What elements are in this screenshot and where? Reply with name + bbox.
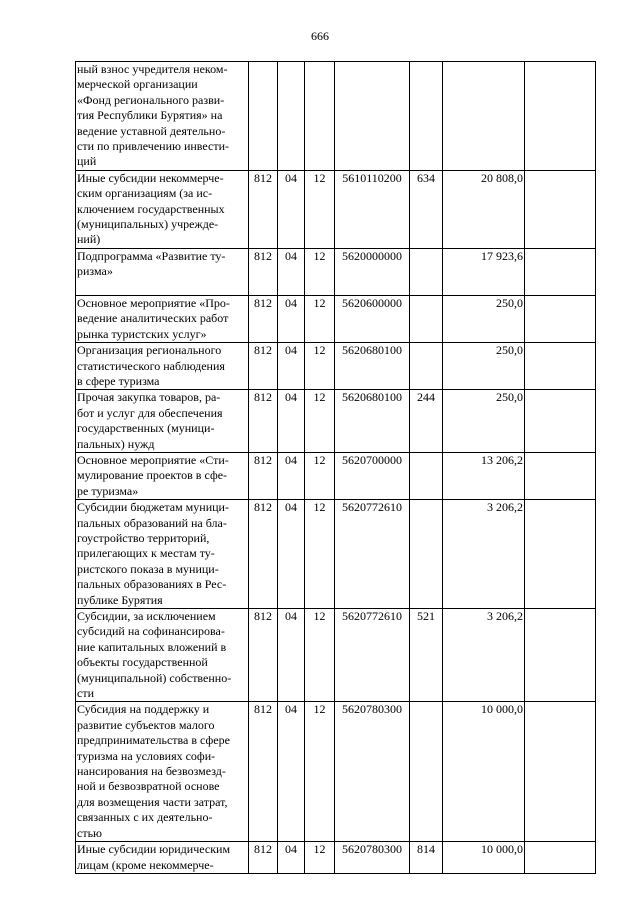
- row-expense-type-cell: [410, 248, 443, 295]
- row-section-cell: 04: [278, 609, 305, 702]
- row-subsection-cell: 12: [305, 343, 335, 390]
- row-expense-type-cell: [410, 295, 443, 342]
- row-name-text: Иные субсидии некоммерче- ским организациям (за ис- ключением государственных (муниципальных) учрежде- ний): [77, 170, 225, 247]
- row-grbs-cell: 812: [249, 295, 278, 342]
- row-name-cell: [76, 702, 249, 842]
- row-name-text: Организация регионального статистического наблюдения в сфере туризма: [77, 343, 225, 388]
- row-grbs-cell: 812: [249, 390, 278, 453]
- row-name-cell: [76, 842, 249, 874]
- row-expense-type-cell: 814: [410, 842, 443, 874]
- row-name-text: Иные субсидии юридическим лицам (кроме некоммерче-: [77, 842, 231, 872]
- page-number: 666: [311, 29, 329, 43]
- row-amount-cell: 3 206,2: [443, 500, 525, 609]
- row-target-article-cell: 5620000000: [335, 248, 410, 295]
- row-grbs-cell: 812: [249, 343, 278, 390]
- row-name-cell: [76, 452, 249, 499]
- row-grbs-cell: 812: [249, 170, 278, 248]
- row-amount-cell: 10 000,0: [443, 842, 525, 874]
- table-row: [76, 452, 596, 499]
- row-section-cell: 04: [278, 295, 305, 342]
- row-target-article-cell: [335, 62, 410, 171]
- row-grbs-cell: [249, 62, 278, 171]
- row-extra-cell: [525, 62, 596, 171]
- row-name-text: ный взнос учредителя неком- мерческой организации «Фонд регионального разви- тия Республики Бурятия» на ведение уставной деятельно- сти по привлечению инвести- ций: [77, 62, 230, 169]
- row-name-cell: [76, 295, 249, 342]
- row-section-cell: 04: [278, 842, 305, 874]
- row-name-cell: [76, 248, 249, 295]
- row-amount-cell: 3 206,2: [443, 609, 525, 702]
- row-section-cell: 04: [278, 343, 305, 390]
- row-name-text: Подпрограмма «Развитие ту- ризма»: [77, 248, 226, 279]
- row-target-article-cell: 5620780300: [335, 842, 410, 874]
- row-subsection-cell: 12: [305, 248, 335, 295]
- row-name-cell: [76, 609, 249, 702]
- row-extra-cell: [525, 343, 596, 390]
- row-amount-cell: 10 000,0: [443, 702, 525, 842]
- row-expense-type-cell: [410, 500, 443, 609]
- row-expense-type-cell: [410, 343, 443, 390]
- table-row: [76, 170, 596, 248]
- row-subsection-cell: 12: [305, 452, 335, 499]
- table-row: [76, 390, 596, 453]
- row-grbs-cell: 812: [249, 452, 278, 499]
- row-subsection-cell: [305, 62, 335, 171]
- row-expense-type-cell: [410, 62, 443, 171]
- row-section-cell: 04: [278, 248, 305, 295]
- row-target-article-cell: 5620700000: [335, 452, 410, 499]
- row-name-text: Прочая закупка товаров, ра- бот и услуг для обеспечения государственных (муници- пальных) нужд: [77, 390, 223, 451]
- row-extra-cell: [525, 609, 596, 702]
- row-name-text: Субсидии бюджетам муници- пальных образований на бла- гоустройство территорий, прилегающих к местам ту- ристского показа в муници- пальных образованиях в Рес- публике Бурятия: [77, 500, 229, 607]
- table-row: [76, 343, 596, 390]
- table-row: [76, 295, 596, 342]
- table-row: [76, 62, 596, 171]
- budget-table: [75, 61, 596, 874]
- row-name-text: Субсидии, за исключением субсидий на софинансирова- ние капитальных вложений в объекты государственной (муниципальной) собственно- сти: [77, 609, 232, 701]
- row-target-article-cell: 5610110200: [335, 170, 410, 248]
- row-grbs-cell: 812: [249, 702, 278, 842]
- row-target-article-cell: 5620680100: [335, 343, 410, 390]
- row-section-cell: [278, 62, 305, 171]
- row-name-cell: [76, 62, 249, 171]
- row-target-article-cell: 5620600000: [335, 295, 410, 342]
- row-extra-cell: [525, 170, 596, 248]
- row-name-cell: [76, 390, 249, 453]
- table-row: [76, 248, 596, 295]
- table-row: [76, 500, 596, 609]
- table-row: [76, 702, 596, 842]
- row-extra-cell: [525, 295, 596, 342]
- row-amount-cell: 17 923,6: [443, 248, 525, 295]
- table-row: [76, 609, 596, 702]
- row-expense-type-cell: [410, 702, 443, 842]
- row-extra-cell: [525, 702, 596, 842]
- row-amount-cell: 13 206,2: [443, 452, 525, 499]
- row-target-article-cell: 5620772610: [335, 609, 410, 702]
- row-expense-type-cell: 244: [410, 390, 443, 453]
- row-expense-type-cell: 634: [410, 170, 443, 248]
- row-extra-cell: [525, 500, 596, 609]
- row-subsection-cell: 12: [305, 609, 335, 702]
- row-amount-cell: 250,0: [443, 390, 525, 453]
- row-section-cell: 04: [278, 170, 305, 248]
- budget-table-body: [76, 62, 596, 874]
- row-amount-cell: 250,0: [443, 343, 525, 390]
- row-subsection-cell: 12: [305, 170, 335, 248]
- row-subsection-cell: 12: [305, 500, 335, 609]
- row-expense-type-cell: [410, 452, 443, 499]
- row-subsection-cell: 12: [305, 842, 335, 874]
- row-target-article-cell: 5620680100: [335, 390, 410, 453]
- row-section-cell: 04: [278, 500, 305, 609]
- row-name-text: Основное мероприятие «Сти- мулирование проектов в сфе- ре туризма»: [77, 452, 229, 498]
- row-name-cell: [76, 500, 249, 609]
- row-subsection-cell: 12: [305, 295, 335, 342]
- row-extra-cell: [525, 452, 596, 499]
- row-section-cell: 04: [278, 452, 305, 499]
- row-section-cell: 04: [278, 702, 305, 842]
- row-amount-cell: 250,0: [443, 295, 525, 342]
- row-amount-cell: [443, 62, 525, 171]
- row-target-article-cell: 5620780300: [335, 702, 410, 842]
- row-subsection-cell: 12: [305, 702, 335, 842]
- row-grbs-cell: 812: [249, 500, 278, 609]
- row-target-article-cell: 5620772610: [335, 500, 410, 609]
- row-extra-cell: [525, 390, 596, 453]
- row-extra-cell: [525, 842, 596, 874]
- row-expense-type-cell: 521: [410, 609, 443, 702]
- table-row: [76, 842, 596, 874]
- row-subsection-cell: 12: [305, 390, 335, 453]
- row-name-cell: [76, 170, 249, 248]
- row-name-text: Основное мероприятие «Про- ведение аналитических работ рынка туристских услуг»: [77, 295, 230, 341]
- row-section-cell: 04: [278, 390, 305, 453]
- row-grbs-cell: 812: [249, 248, 278, 295]
- row-amount-cell: 20 808,0: [443, 170, 525, 248]
- row-name-cell: [76, 343, 249, 390]
- row-name-text: Субсидия на поддержку и развитие субъектов малого предпринимательства в сфере туризма на условиях софи- нансирования на безвозмезд- ной и безвозвратной основе для возмещения части затрат, связанных с их деятельно- стью: [77, 702, 230, 840]
- row-grbs-cell: 812: [249, 842, 278, 874]
- row-grbs-cell: 812: [249, 609, 278, 702]
- row-extra-cell: [525, 248, 596, 295]
